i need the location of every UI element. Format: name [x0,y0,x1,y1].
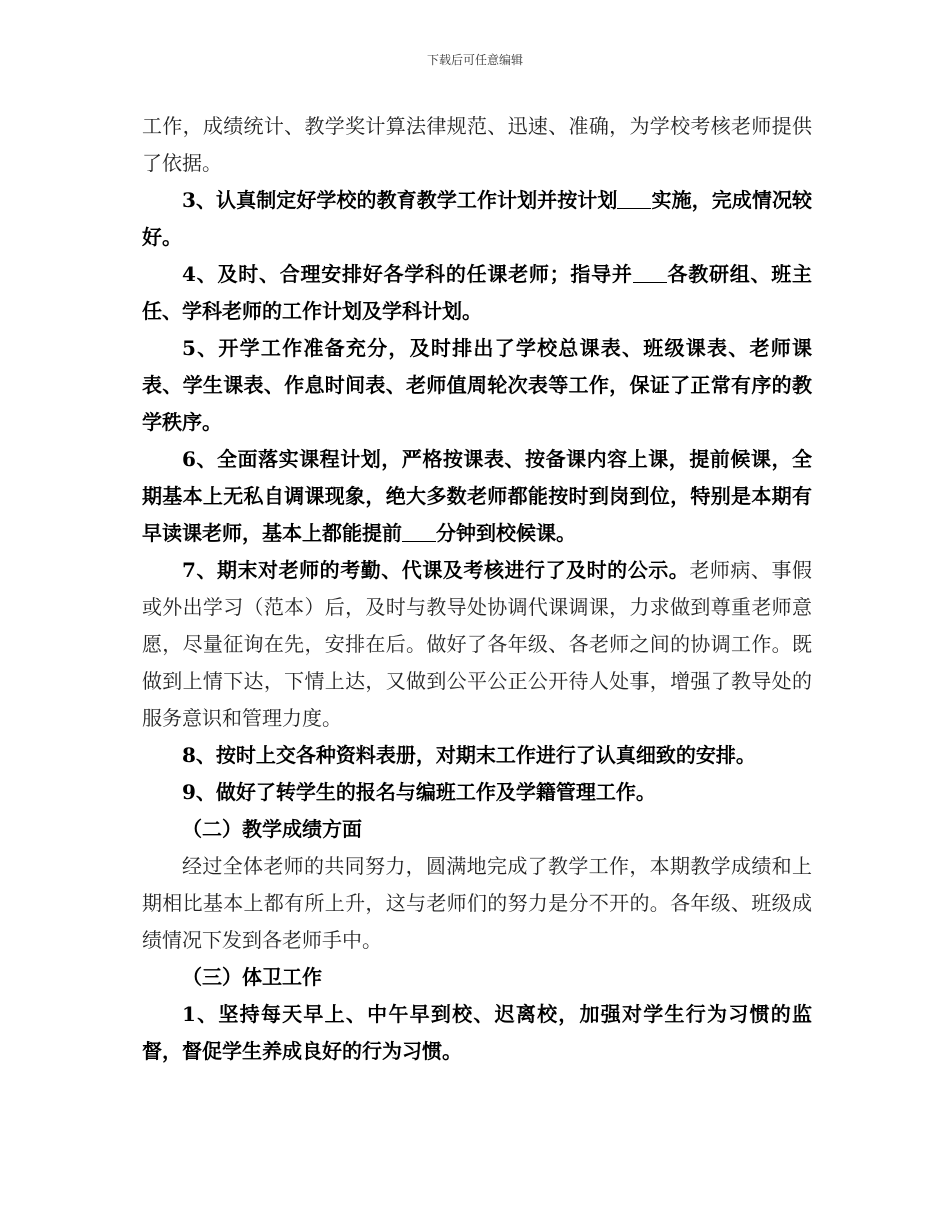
paragraph-text: 6、全面落实课程计划，严格按课表、按备课内容上课，提前候课，全期基本上无私自调课现象，绝大多数老师都能按时到岗到位，特别是本期有早读课老师，基本上都能提前 [142,447,812,545]
paragraph-item-9: 9、做好了转学生的报名与编班工作及学籍管理工作。 [182,780,656,804]
fill-blank [402,523,436,542]
paragraph-text: 实施，完成情况较好。 [142,188,813,249]
paragraph-text: 分钟到校候课。 [436,521,576,545]
paragraph-teaching-results: 经过全体老师的共同努力，圆满地完成了教学工作，本期教学成绩和上期相比基本上都有所上升，这与老师们的努力是分不开的。各年级、班级成绩情况下发到各老师手中。 [142,854,812,952]
fill-blank [633,264,667,283]
paragraph-continued: 工作，成绩统计、教学奖计算法律规范、迅速、准确，为学校考核老师提供了依据。 [142,114,812,175]
paragraph-item-4 [142,256,812,330]
section-heading-sports-health: （三）体卫工作 [182,965,322,989]
paragraph-item-7 [142,552,812,737]
paragraph-text: 4、及时、合理安排好各学科的任课老师；指导并 [182,262,633,286]
paragraph-item-6 [142,441,812,552]
paragraph-text: 3、认真制定好学校的教育教学工作计划并按计划 [182,188,618,212]
paragraph-sports-item-1: 1、坚持每天早上、中午早到校、迟离校，加强对学生行为习惯的监督，督促学生养成良好的行为习惯。 [142,1002,812,1063]
section-heading-teaching-results: （二）教学成绩方面 [182,817,362,841]
paragraph-text: 各教研组、班主任、学科老师的工作计划及学科计划。 [142,262,813,323]
paragraph-item-3 [142,182,812,256]
paragraph-item-5: 5、开学工作准备充分，及时排出了学校总课表、班级课表、老师课表、学生课表、作息时间表、老师值周轮次表等工作，保证了正常有序的教学秩序。 [142,336,812,434]
paragraph-bold-lead: 7、期末对老师的考勤、代课及考核进行了及时的公示。 [182,558,690,582]
document-body [142,108,812,1070]
fill-blank [617,190,651,209]
paragraph-text: 老师病、事假或外出学习（范本）后，及时与教导处协调代课调课，力求做到尊重老师意愿，尽量征询在先，安排在后。做好了各年级、各老师之间的协调工作。既做到上情下达，下情上达，又做到公平公正公开待人处事，增强了教导处的服务意识和管理力度。 [142,558,813,730]
page-header: 下载后可任意编辑 [426,53,523,67]
paragraph-item-8: 8、按时上交各种资料表册，对期末工作进行了认真细致的安排。 [182,743,756,767]
